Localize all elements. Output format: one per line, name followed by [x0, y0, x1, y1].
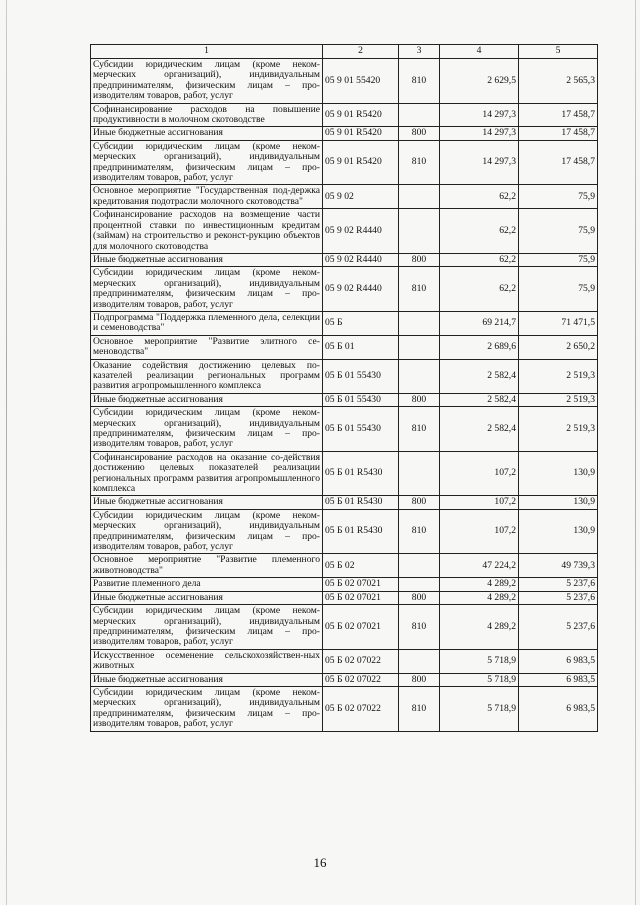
row-amount-year-2: 130,9 [519, 496, 598, 509]
row-name: Оказание содействия достижению целевых по-казателей реализации региональных программ развития агропромышленного комплекса [91, 359, 323, 393]
row-amount-year-2: 5 237,6 [519, 605, 598, 650]
header-col-3: 3 [399, 45, 440, 59]
row-name: Иные бюджетные ассигнования [91, 496, 323, 509]
row-amount-year-2: 5 237,6 [519, 591, 598, 604]
row-amount-year-2: 2 519,3 [519, 359, 598, 393]
row-code: 05 Б 02 [323, 554, 399, 578]
row-expense-type: 810 [399, 267, 440, 312]
row-amount-year-2: 2 519,3 [519, 393, 598, 406]
row-expense-type [399, 103, 440, 127]
table-row [91, 59, 598, 104]
row-name: Субсидии юридическим лицам (кроме неком-мерческих организаций), индивидуальным предпринимателям, физическим лицам – про-изводителям товаров, работ, услуг [91, 140, 323, 185]
table-row [91, 253, 598, 266]
row-expense-type [399, 451, 440, 496]
row-code: 05 Б 01 55430 [323, 359, 399, 393]
table-row [91, 393, 598, 406]
row-amount-year-1: 107,2 [440, 496, 519, 509]
row-expense-type: 800 [399, 496, 440, 509]
table-row [91, 673, 598, 686]
page-number: 16 [313, 855, 327, 870]
table-row [91, 185, 598, 209]
row-amount-year-1: 107,2 [440, 509, 519, 554]
table-row [91, 127, 598, 140]
row-amount-year-2: 2 565,3 [519, 59, 598, 104]
row-name: Субсидии юридическим лицам (кроме неком-мерческих организаций), индивидуальным предпринимателям, физическим лицам – про-изводителям товаров, работ, услуг [91, 509, 323, 554]
header-row [91, 45, 598, 59]
row-amount-year-2: 75,9 [519, 185, 598, 209]
row-expense-type: 800 [399, 591, 440, 604]
row-amount-year-2: 75,9 [519, 267, 598, 312]
row-expense-type: 800 [399, 673, 440, 686]
row-expense-type: 810 [399, 407, 440, 452]
table-row [91, 140, 598, 185]
row-amount-year-1: 14 297,3 [440, 103, 519, 127]
row-amount-year-2: 49 739,3 [519, 554, 598, 578]
row-amount-year-2: 6 983,5 [519, 686, 598, 731]
row-code: 05 Б 01 R5430 [323, 451, 399, 496]
row-name: Софинансирование расходов на оказание со-действия достижению целевых показателей реализации региональных программ развития агропромышленного комплекса [91, 451, 323, 496]
table-row [91, 605, 598, 650]
header-col-2: 2 [323, 45, 399, 59]
row-code: 05 Б 01 R5430 [323, 509, 399, 554]
row-code: 05 Б 02 07021 [323, 605, 399, 650]
table-row [91, 554, 598, 578]
row-amount-year-1: 2 629,5 [440, 59, 519, 104]
table-row [91, 496, 598, 509]
row-code: 05 9 02 R4440 [323, 209, 399, 254]
row-code: 05 Б 01 R5430 [323, 496, 399, 509]
table-row [91, 407, 598, 452]
row-amount-year-1: 4 289,2 [440, 605, 519, 650]
row-expense-type [399, 335, 440, 359]
row-amount-year-1: 14 297,3 [440, 140, 519, 185]
row-name: Подпрограмма "Поддержка племенного дела, селекции и семеноводства" [91, 311, 323, 335]
row-expense-type [399, 359, 440, 393]
row-name: Развитие племенного дела [91, 578, 323, 591]
table-row [91, 509, 598, 554]
row-amount-year-1: 107,2 [440, 451, 519, 496]
row-amount-year-2: 75,9 [519, 209, 598, 254]
header-col-1: 1 [91, 45, 323, 59]
row-name: Софинансирование расходов на повышение продуктивности в молочном скотоводстве [91, 103, 323, 127]
scan-left-edge [6, 0, 7, 905]
row-expense-type: 810 [399, 686, 440, 731]
row-expense-type [399, 185, 440, 209]
row-name: Субсидии юридическим лицам (кроме неком-мерческих организаций), индивидуальным предпринимателям, физическим лицам – про-изводителям товаров, работ, услуг [91, 407, 323, 452]
table-row [91, 267, 598, 312]
row-amount-year-1: 14 297,3 [440, 127, 519, 140]
row-expense-type [399, 311, 440, 335]
row-expense-type: 800 [399, 253, 440, 266]
row-name: Субсидии юридическим лицам (кроме неком-мерческих организаций), индивидуальным предпринимателям, физическим лицам – про-изводителям товаров, работ, услуг [91, 267, 323, 312]
table-row [91, 649, 598, 673]
table-row [91, 591, 598, 604]
row-amount-year-1: 2 582,4 [440, 359, 519, 393]
row-code: 05 Б 01 55430 [323, 407, 399, 452]
row-amount-year-2: 6 983,5 [519, 673, 598, 686]
row-code: 05 Б 02 07022 [323, 673, 399, 686]
row-code: 05 9 01 55420 [323, 59, 399, 104]
row-code: 05 Б 02 07021 [323, 591, 399, 604]
row-amount-year-1: 62,2 [440, 253, 519, 266]
table-row [91, 311, 598, 335]
row-code: 05 9 02 [323, 185, 399, 209]
row-code: 05 Б 02 07022 [323, 649, 399, 673]
table-row [91, 578, 598, 591]
row-amount-year-2: 2 519,3 [519, 407, 598, 452]
row-amount-year-2: 130,9 [519, 451, 598, 496]
row-name: Субсидии юридическим лицам (кроме неком-мерческих организаций), индивидуальным предпринимателям, физическим лицам – про-изводителям товаров, работ, услуг [91, 605, 323, 650]
row-code: 05 Б 01 55430 [323, 393, 399, 406]
budget-table [90, 44, 598, 732]
row-expense-type [399, 554, 440, 578]
header-col-5: 5 [519, 45, 598, 59]
row-code: 05 9 02 R4440 [323, 267, 399, 312]
row-amount-year-1: 5 718,9 [440, 673, 519, 686]
row-amount-year-2: 5 237,6 [519, 578, 598, 591]
row-amount-year-2: 75,9 [519, 253, 598, 266]
row-name: Искусственное осеменение сельскохозяйствен-ных животных [91, 649, 323, 673]
row-name: Основное мероприятие "Развитие элитного се-меноводства" [91, 335, 323, 359]
row-expense-type: 810 [399, 59, 440, 104]
row-amount-year-2: 71 471,5 [519, 311, 598, 335]
row-code: 05 9 02 R4440 [323, 253, 399, 266]
row-amount-year-1: 5 718,9 [440, 649, 519, 673]
row-expense-type: 810 [399, 140, 440, 185]
row-name: Иные бюджетные ассигнования [91, 393, 323, 406]
row-amount-year-2: 2 650,2 [519, 335, 598, 359]
row-amount-year-1: 2 689,6 [440, 335, 519, 359]
row-name: Основное мероприятие "Государственная под-держка кредитования подотрасли молочного скотоводства" [91, 185, 323, 209]
row-expense-type [399, 209, 440, 254]
row-expense-type: 810 [399, 509, 440, 554]
row-amount-year-1: 4 289,2 [440, 578, 519, 591]
row-name: Иные бюджетные ассигнования [91, 673, 323, 686]
row-amount-year-1: 2 582,4 [440, 393, 519, 406]
row-amount-year-2: 17 458,7 [519, 127, 598, 140]
row-amount-year-2: 17 458,7 [519, 103, 598, 127]
row-code: 05 9 01 R5420 [323, 140, 399, 185]
row-code: 05 Б 02 07021 [323, 578, 399, 591]
row-expense-type [399, 649, 440, 673]
row-expense-type: 810 [399, 605, 440, 650]
row-code: 05 9 01 R5420 [323, 103, 399, 127]
table-row [91, 451, 598, 496]
row-amount-year-1: 69 214,7 [440, 311, 519, 335]
row-expense-type: 800 [399, 127, 440, 140]
row-amount-year-1: 4 289,2 [440, 591, 519, 604]
row-amount-year-1: 62,2 [440, 267, 519, 312]
header-col-4: 4 [440, 45, 519, 59]
row-expense-type [399, 578, 440, 591]
table-row [91, 209, 598, 254]
row-code: 05 9 01 R5420 [323, 127, 399, 140]
row-amount-year-2: 6 983,5 [519, 649, 598, 673]
row-amount-year-1: 2 582,4 [440, 407, 519, 452]
row-name: Софинансирование расходов на возмещение части процентной ставки по инвестиционным кредитам (займам) на строительство и реконст-рукцию объектов для молочного скотоводства [91, 209, 323, 254]
row-amount-year-1: 5 718,9 [440, 686, 519, 731]
row-name: Основное мероприятие "Развитие племенного животноводства" [91, 554, 323, 578]
row-amount-year-2: 17 458,7 [519, 140, 598, 185]
row-name: Субсидии юридическим лицам (кроме неком-мерческих организаций), индивидуальным предпринимателям, физическим лицам – про-изводителям товаров, работ, услуг [91, 59, 323, 104]
row-name: Иные бюджетные ассигнования [91, 591, 323, 604]
table-row [91, 103, 598, 127]
row-amount-year-2: 130,9 [519, 509, 598, 554]
row-code: 05 Б [323, 311, 399, 335]
row-amount-year-1: 62,2 [440, 209, 519, 254]
table-row [91, 359, 598, 393]
row-expense-type: 800 [399, 393, 440, 406]
row-code: 05 Б 01 [323, 335, 399, 359]
row-code: 05 Б 02 07022 [323, 686, 399, 731]
row-name: Иные бюджетные ассигнования [91, 253, 323, 266]
row-amount-year-1: 47 224,2 [440, 554, 519, 578]
budget-table-body [91, 45, 598, 732]
row-name: Иные бюджетные ассигнования [91, 127, 323, 140]
table-row [91, 686, 598, 731]
scan-right-edge [635, 0, 636, 905]
table-row [91, 335, 598, 359]
row-name: Субсидии юридическим лицам (кроме неком-мерческих организаций), индивидуальным предпринимателям, физическим лицам – про-изводителям товаров, работ, услуг [91, 686, 323, 731]
row-amount-year-1: 62,2 [440, 185, 519, 209]
